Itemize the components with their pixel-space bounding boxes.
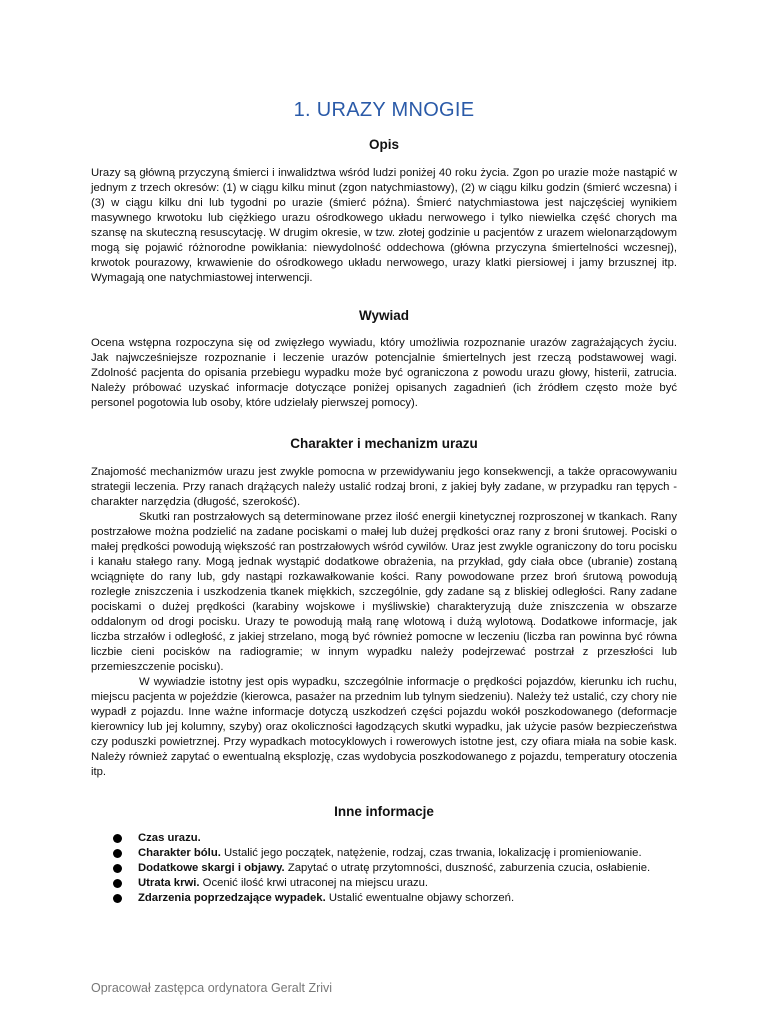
heading-inne: Inne informacje bbox=[334, 804, 434, 819]
document-title: 1. URAZY MNOGIE bbox=[293, 99, 475, 121]
list-item-bold: Zdarzenia poprzedzające wypadek. bbox=[138, 892, 326, 904]
list-item bbox=[111, 861, 677, 876]
heading-opis: Opis bbox=[368, 137, 399, 152]
bullet-icon bbox=[113, 834, 122, 843]
list-item bbox=[111, 876, 677, 891]
bullet-icon bbox=[113, 879, 122, 888]
heading-charakter: Charakter i mechanizm urazu bbox=[290, 436, 478, 451]
paragraph-charakter-2: Skutki ran postrzałowych są determinowane przez ilość energii kinetycznej rozproszonej w tkankach. Rany postrzałowe można podzielić na zadane pociskami o małej lub dużej prędkości oraz rany z broni śrutowej. Pociski o małej prędkości powodują większość ran postrzałowych wśród cywilów. Uraz jest zwykle ograniczony do toru pocisku i kanału stałego rany. Mogą jednak wystąpić dodatkowe obrażenia, na przykład, gdy ciała obce (ubranie) zostaną wciągnięte do rany lub, gdy nastąpi rozkawałkowanie kości. Rany powodowane przez broń śrutową powodują rozległe zniszczenia i uszkodzenia tkanek miękkich, szczególnie, gdy zadane są z bliskiej odległości. Rany zadane pociskami o dużej prędkości (karabiny wojskowe i myśliwskie) charakteryzują duże zniszczenia w obszarze oddalonym od drogi pocisku. Urazy te powodują małą ranę wlotową i dużą wylotową. Dodatkowe informacje, jak liczba strzałów i odległość, z jakiej strzelano, mogą być również pomocne w leczeniu (liczba ran powinna być równa liczbie cieni pocisków na radiogramie; w innym wypadku należy podejrzewać postrzał z przeszłości lub przemieszczenie pocisku). bbox=[91, 511, 677, 673]
info-bullet-list bbox=[111, 831, 677, 906]
list-item-bold: Dodatkowe skargi i objawy. bbox=[138, 862, 285, 874]
list-item-text: Ustalić ewentualne objawy schorzeń. bbox=[325, 892, 515, 904]
list-item-bold: Charakter bólu. bbox=[138, 847, 221, 859]
paragraph-opis bbox=[91, 166, 677, 286]
page-footer: Opracował zastępca ordynatora Geralt Zrivi bbox=[91, 981, 333, 995]
paragraph-charakter-3: W wywiadzie istotny jest opis wypadku, szczególnie informacje o prędkości pojazdów, kierunku ich ruchu, miejscu pacjenta w pojeździe (kierowca, pasażer na przednim lub tylnym siedzeniu). Należy też ustalić, czy chory nie wypadł z pojazdu. Inne ważne informacje dotyczą uszkodzeń części pojazdu wokół poszkodowanego (deformacje kierownicy lub jej kolumny, szyby) oraz okoliczności łagodzących skutki wypadku, jak użycie pasów bezpieczeństwa czy poduszki powietrznej. Przy wypadkach motocyklowych i rowerowych istotne jest, czy ofiara miała na sobie kask. Należy również zapytać o ewentualną eksplozję, czas wydobycia poszkodowanego z pojazdu, temperatury otoczenia itp. bbox=[91, 676, 677, 778]
list-item-text: Zapytać o utratę przytomności, duszność, zaburzenia czucia, osłabienie. bbox=[284, 862, 651, 874]
bullet-icon bbox=[113, 864, 122, 873]
list-item bbox=[111, 846, 677, 861]
list-item-bold: Utrata krwi. bbox=[138, 877, 200, 889]
list-item bbox=[111, 831, 677, 846]
paragraph-wywiad bbox=[91, 336, 677, 411]
list-item-bold: Czas urazu. bbox=[138, 832, 201, 844]
paragraph-charakter bbox=[91, 465, 677, 780]
bullet-icon bbox=[113, 894, 122, 903]
paragraph-opis-text: Urazy są główną przyczyną śmierci i inwalidztwa wśród ludzi poniżej 40 roku życia. Zgon po urazie może nastąpić w jednym z trzech okresów: (1) w ciągu kilku minut (zgon natychmiastowy), (2) w ciągu kilku godzin (śmierć wczesna) i (3) w ciągu kilku dni lub tygodni po urazie (śmierć późna). Śmierć natychmiastowa jest najczęściej wynikiem masywnego krwotoku lub ciężkiego urazu ośrodkowego układu nerwowego i tylko niewielka część chorych ma szansę na skuteczną resuscytację. W drugim okresie, w tzw. złotej godzinie u pacjentów z urazem wielonarządowym mogą się pojawić różnorodne powikłania: niewydolność oddechowa (główna przyczyna śmiertelności wczesnej), krwotok pourazowy, krwawienie do ośrodkowego układu nerwowego, urazy klatki piersiowej i jamy brzusznej itp. Wymagają one natychmiastowej interwencji. bbox=[91, 167, 677, 284]
paragraph-wywiad-text: Ocena wstępna rozpoczyna się od zwięzłego wywiadu, który umożliwia rozpoznanie urazów zagrażających życiu. Jak najwcześniejsze rozpoznanie i leczenie urazów potencjalnie śmiertelnych jest rzeczą podstawowej wagi. Zdolność pacjenta do opisania przebiegu wypadku może być ograniczona z powodu urazu głowy, histerii, zatrucia. Należy próbować uzyskać informacje dotyczące poniżej opisanych zagadnień (ich źródłem często może być personel pogotowia lub osoby, które udzielały pierwszej pomocy). bbox=[91, 337, 677, 409]
list-item bbox=[111, 891, 677, 906]
list-item-text: Ocenić ilość krwi utraconej na miejscu urazu. bbox=[199, 877, 429, 889]
paragraph-charakter-1: Znajomość mechanizmów urazu jest zwykle pomocna w przewidywaniu jego konsekwencji, a także opracowywaniu strategii leczenia. Przy ranach drążących należy ustalić rodzaj broni, z jakiej były zadane, w przypadku ran tępych - charakter narzędzia (długość, szerokość). bbox=[91, 466, 677, 508]
bullet-icon bbox=[113, 849, 122, 858]
heading-wywiad: Wywiad bbox=[358, 308, 409, 323]
list-item-text: Ustalić jego początek, natężenie, rodzaj, czas trwania, lokalizację i promieniowanie. bbox=[220, 847, 642, 859]
